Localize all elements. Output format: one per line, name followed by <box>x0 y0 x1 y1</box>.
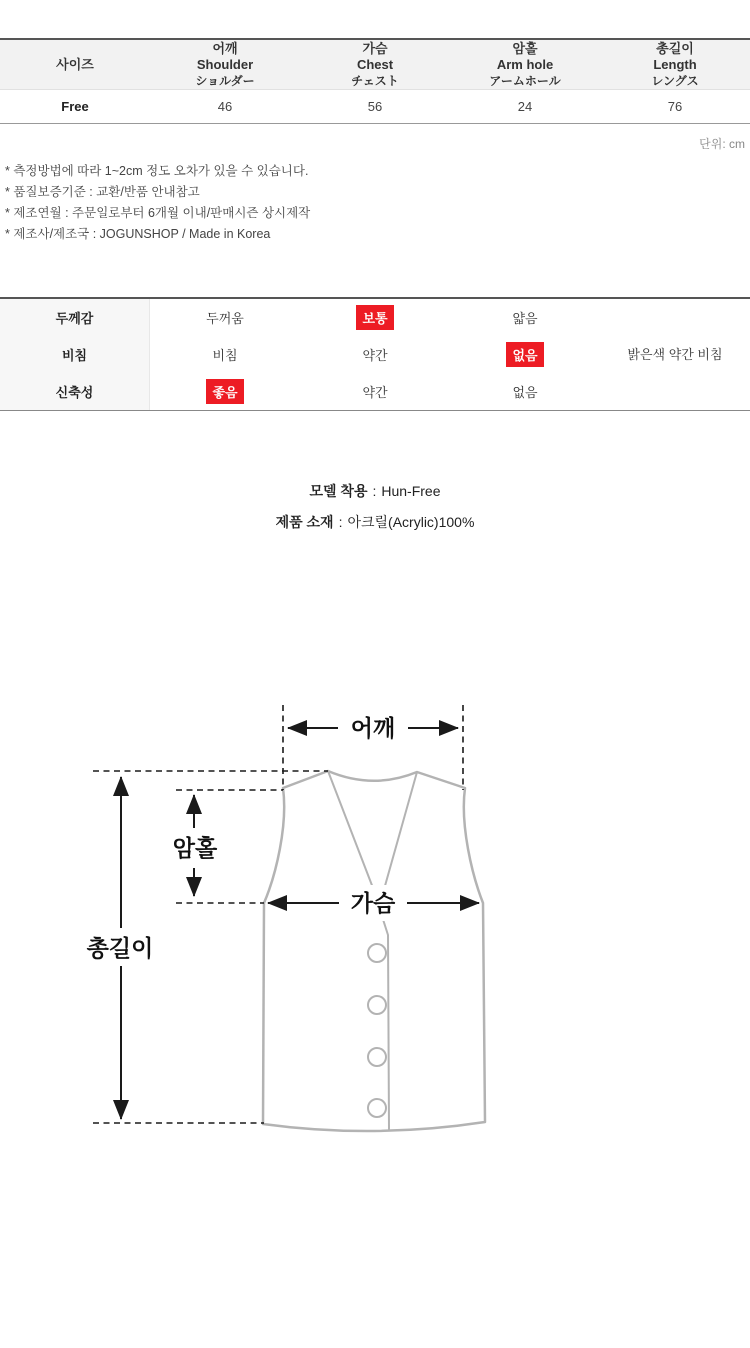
length-dim-label: 총길이 <box>86 935 154 961</box>
model-value: Hun-Free <box>381 483 441 499</box>
vest-outline <box>263 771 485 1131</box>
note-line: * 측정방법에 따라 1~2cm 정도 오차가 있을 수 있습니다. <box>5 164 309 178</box>
header-length-jp: レングス <box>651 73 699 88</box>
header-chest-ko: 가슴 <box>362 40 388 56</box>
header-shoulder-jp: ショルダー <box>195 73 255 88</box>
header-chest-en: Chest <box>356 56 394 72</box>
shoulder-value: 46 <box>217 99 233 114</box>
armhole-dim-label: 암홀 <box>172 835 218 861</box>
separator: : <box>338 514 343 530</box>
unit-label: 단위: cm <box>699 137 745 151</box>
note-line: * 제조사/제조국 : JOGUNSHOP / Made in Korea <box>5 227 271 241</box>
fabric-option <box>450 299 600 336</box>
chest-value: 56 <box>367 99 383 114</box>
header-length-ko: 총길이 <box>656 40 694 56</box>
armhole-value: 24 <box>517 99 533 114</box>
fabric-row-label-thickness: 두께감 <box>0 299 150 336</box>
header-size <box>0 40 150 89</box>
header-chest <box>300 40 450 89</box>
fabric-option <box>300 336 450 373</box>
vest-button <box>368 944 386 962</box>
chest-dim-label: 가슴 <box>350 890 396 916</box>
header-chest-jp: チェスト <box>351 73 399 88</box>
measurement-diagram <box>80 690 500 1150</box>
fabric-side-note-text: 밝은색 약간 비침 <box>627 346 723 362</box>
vest-button <box>368 1099 386 1117</box>
vest-button <box>368 1048 386 1066</box>
fabric-option-selected <box>150 373 300 410</box>
size-table-row <box>0 90 750 124</box>
header-armhole-en: Arm hole <box>496 56 554 72</box>
vest-button <box>368 996 386 1014</box>
separator: : <box>372 483 377 499</box>
fabric-option <box>450 373 600 410</box>
header-shoulder <box>150 40 300 89</box>
fabric-side-note <box>600 299 750 410</box>
header-shoulder-ko: 어깨 <box>212 40 238 56</box>
fabric-option <box>150 299 300 336</box>
header-length-en: Length <box>653 56 697 72</box>
fabric-row-label-elasticity: 신축성 <box>0 373 150 410</box>
shoulder-dim-label: 어깨 <box>350 715 396 741</box>
product-notes <box>5 161 310 245</box>
fabric-option-label: 좋음 <box>206 379 243 404</box>
fabric-option-label: 없음 <box>512 385 538 400</box>
fabric-option-label: 없음 <box>506 342 543 367</box>
fabric-option-label: 비침 <box>212 348 238 363</box>
model-info-line <box>0 483 750 500</box>
header-armhole-jp: アームホール <box>489 73 561 88</box>
guide-lines <box>93 705 463 1123</box>
material-info-line <box>0 514 750 531</box>
vest-right-lapel <box>383 772 417 893</box>
header-size-label: 사이즈 <box>56 56 94 72</box>
model-label: 모델 착용 <box>309 483 368 499</box>
note-line: * 품질보증기준 : 교환/반품 안내참고 <box>5 185 200 199</box>
measure-arrows <box>121 728 479 1119</box>
size-table <box>0 38 750 124</box>
fabric-option-label: 보통 <box>356 305 393 330</box>
length-value: 76 <box>667 99 683 114</box>
label-masks <box>86 712 408 966</box>
header-armhole <box>450 40 600 89</box>
fabric-option <box>300 373 450 410</box>
fabric-option-selected <box>300 299 450 336</box>
fabric-option-label: 두꺼움 <box>206 311 244 326</box>
header-armhole-ko: 암홀 <box>512 40 538 56</box>
header-length <box>600 40 750 89</box>
fabric-info-table <box>0 297 750 411</box>
fabric-option-label: 약간 <box>362 348 388 363</box>
size-value: Free <box>61 99 89 114</box>
note-line: * 제조연월 : 주문일로부터 6개월 이내/판매시즌 상시제작 <box>5 206 311 220</box>
material-label: 제품 소재 <box>275 514 334 530</box>
fabric-option-label: 얇음 <box>512 311 538 326</box>
fabric-row-label-sheerness: 비침 <box>0 336 150 373</box>
fabric-option <box>150 336 300 373</box>
size-table-header <box>0 38 750 90</box>
fabric-option-selected <box>450 336 600 373</box>
fabric-option-label: 약간 <box>362 385 388 400</box>
material-value: 아크릴(Acrylic)100% <box>347 514 475 530</box>
header-shoulder-en: Shoulder <box>196 56 254 72</box>
product-info <box>0 483 750 545</box>
